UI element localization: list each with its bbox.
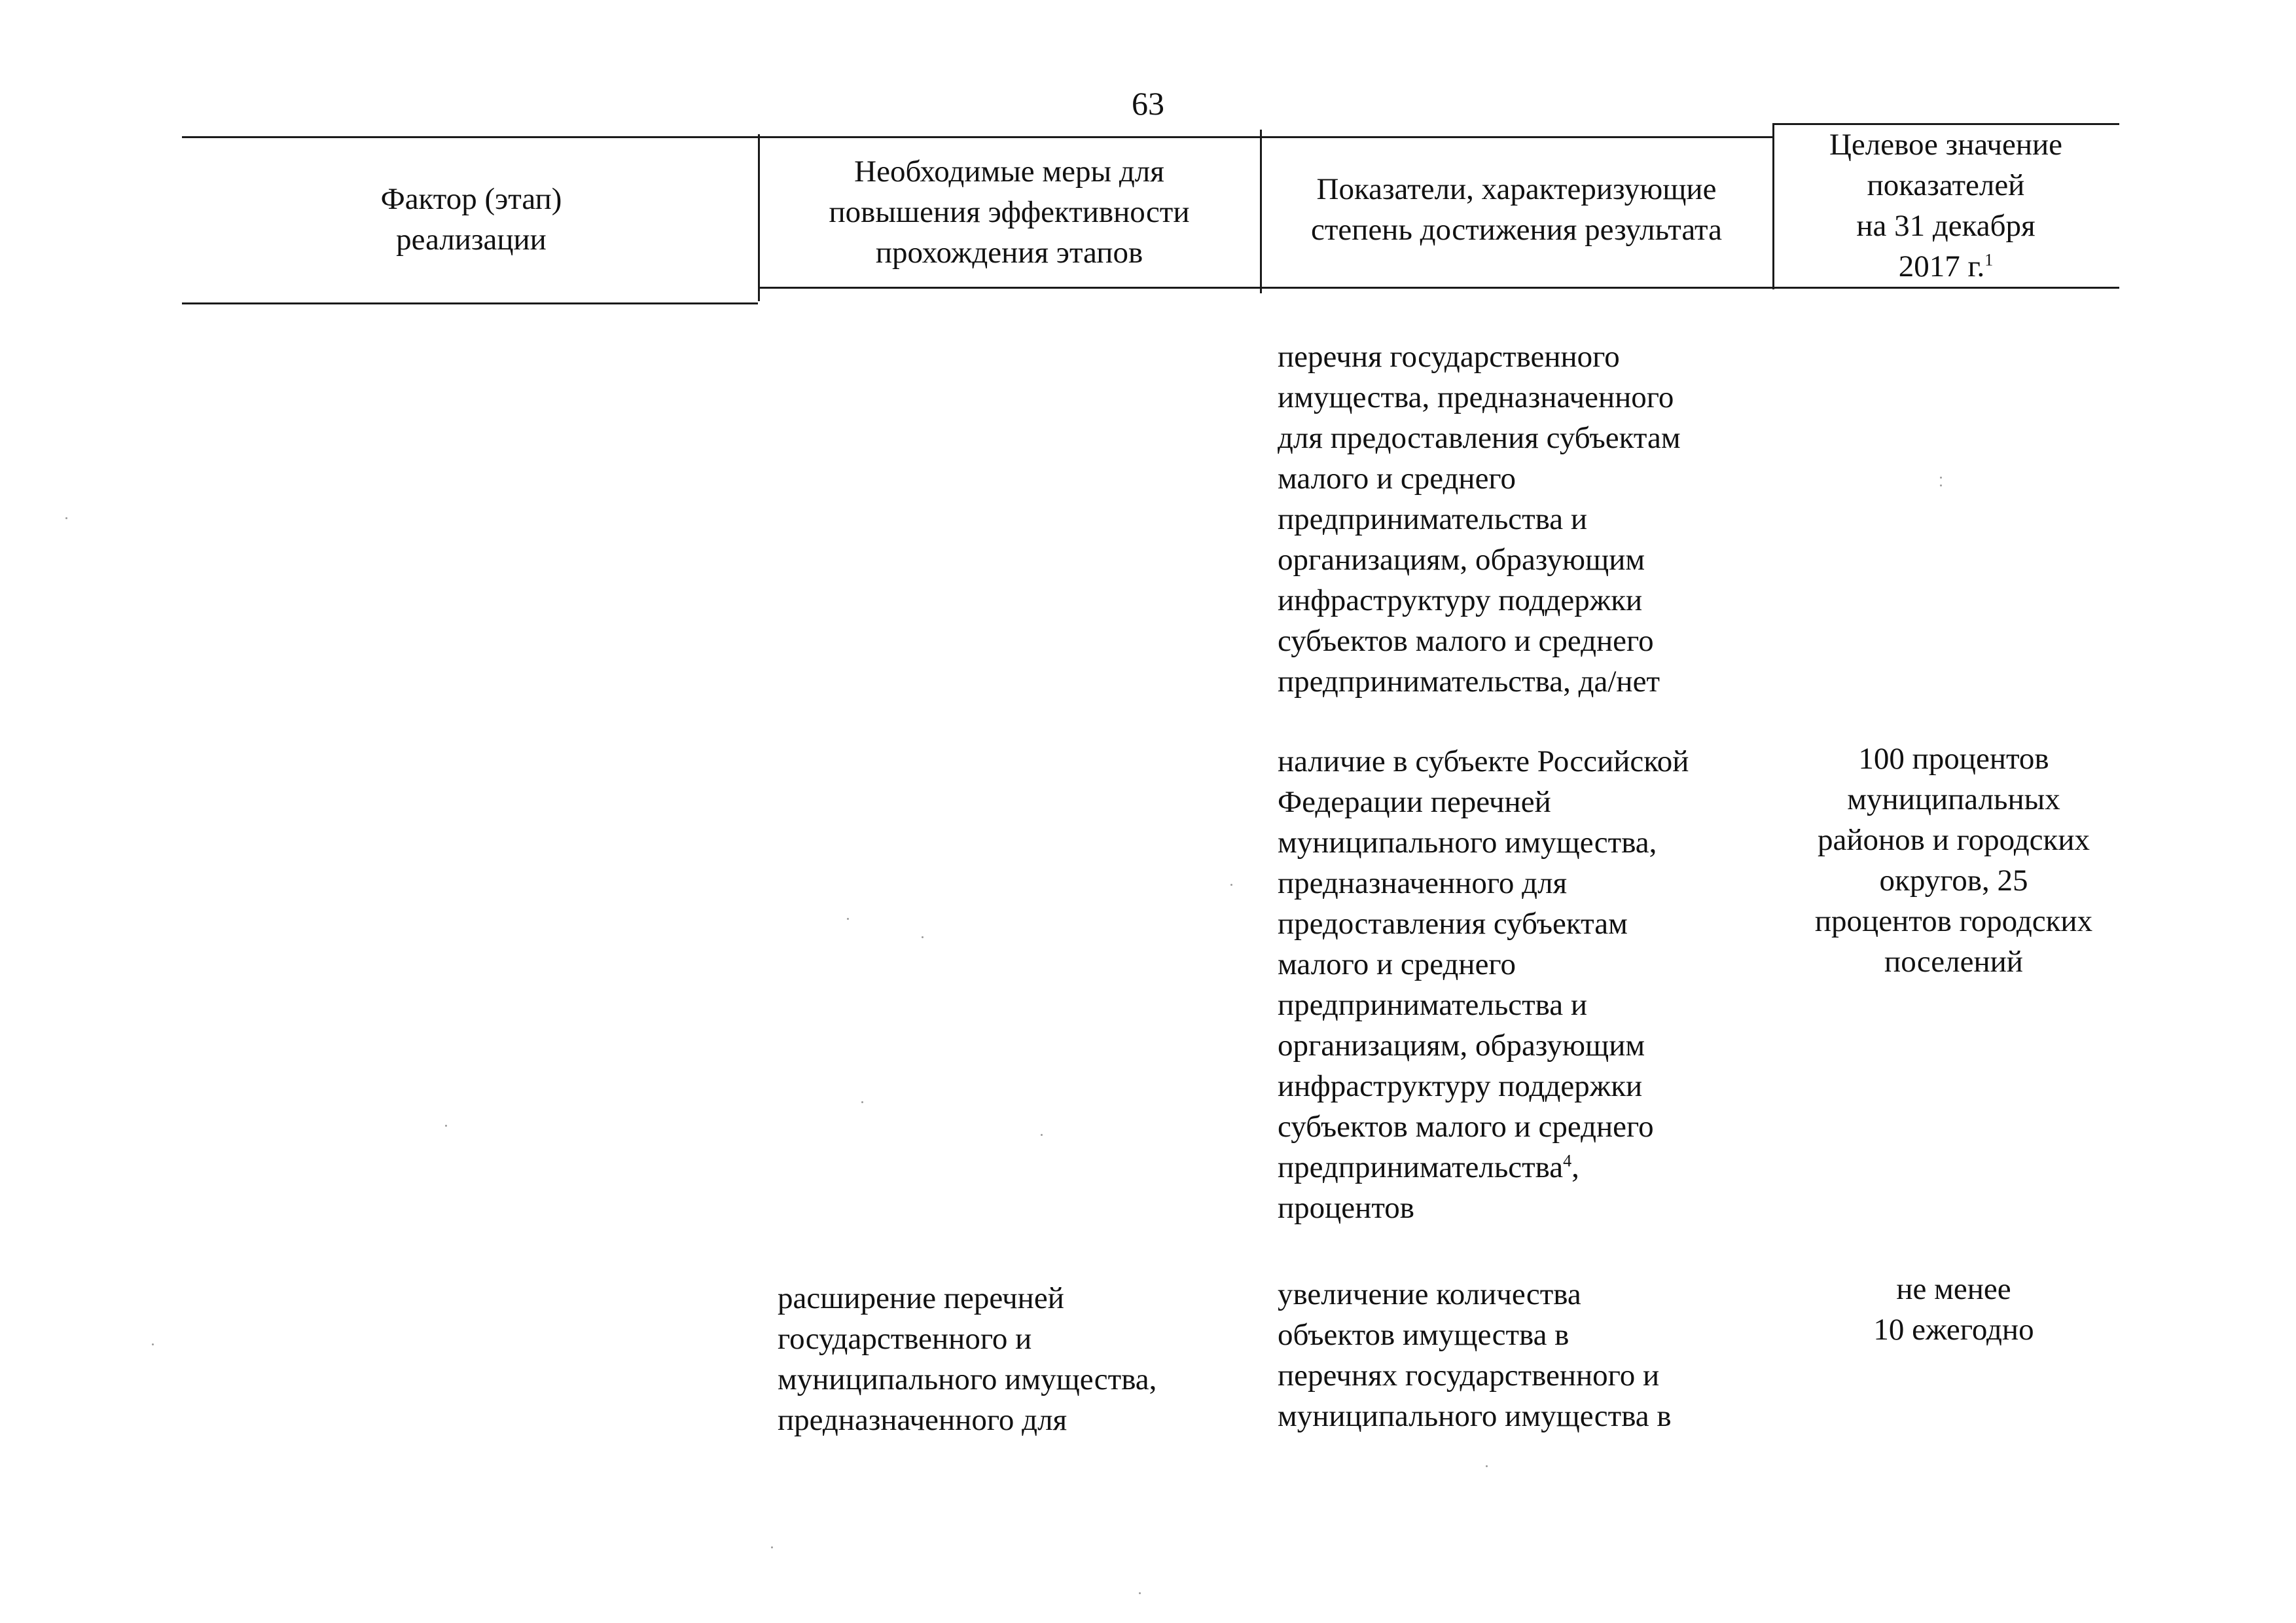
scan-speck (1230, 884, 1232, 886)
indicator-text-2-tail: , процентов (1278, 1150, 1579, 1225)
page-number: 63 (1132, 85, 1164, 122)
footnote-marker: 1 (1984, 250, 1994, 270)
scan-speck (1940, 477, 1942, 479)
scan-speck (1139, 1592, 1141, 1594)
footnote-marker-4: 4 (1563, 1151, 1572, 1171)
scan-speck (861, 1101, 863, 1103)
measure-text-3: расширение перечней государственного и муниципального имущества, предназначенного для (778, 1281, 1157, 1437)
indicator-text-1: перечня государственного имущества, предназначенного для предоставления субъектам малого и среднего предпринимательства и организациям, образующим инфраструктуру поддержки субъектов малого и среднего предпринимательства, да/нет (1278, 340, 1681, 699)
header-target-text: Целевое значение показателей на 31 декабря 2017 г. (1829, 128, 2063, 283)
header-factor: Фактор (этап) реализации (380, 182, 562, 257)
scan-speck (152, 1343, 154, 1345)
target-value-2: 100 процентов муниципальных районов и городских округов, 25 процентов городских поселений (1814, 742, 2093, 979)
scan-speck (771, 1546, 773, 1548)
scan-speck (445, 1125, 447, 1127)
column-divider-2 (1260, 130, 1262, 293)
indicator-text-2 (1278, 741, 1775, 1228)
column-divider-1 (758, 134, 760, 301)
header-measures: Необходимые меры для повышения эффективности прохождения этапов (829, 155, 1190, 270)
indicator-text-3: увеличение количества объектов имущества в перечнях государственного и муниципального имущества в (1278, 1277, 1672, 1433)
column-divider-3 (1772, 124, 1774, 289)
scan-speck (65, 517, 67, 519)
target-value-3: не менее 10 ежегодно (1873, 1272, 2034, 1347)
scan-speck (847, 918, 849, 920)
scan-speck (1940, 484, 1942, 486)
scan-speck (1486, 1465, 1488, 1467)
scan-speck (922, 936, 924, 938)
table-bottom-rule-left (182, 302, 758, 304)
indicator-text-2-main: наличие в субъекте Российской Федерации перечней муниципального имущества, предназначенного для предоставления субъектам малого и среднего предпринимательства и организациям, образующим инфраструктуру поддержки субъектов малого и среднего предпринимательства (1278, 744, 1689, 1184)
header-target-value (1776, 124, 2115, 287)
scan-speck (1041, 1134, 1043, 1136)
header-indicators: Показатели, характеризующие степень достижения результата (1311, 172, 1722, 247)
